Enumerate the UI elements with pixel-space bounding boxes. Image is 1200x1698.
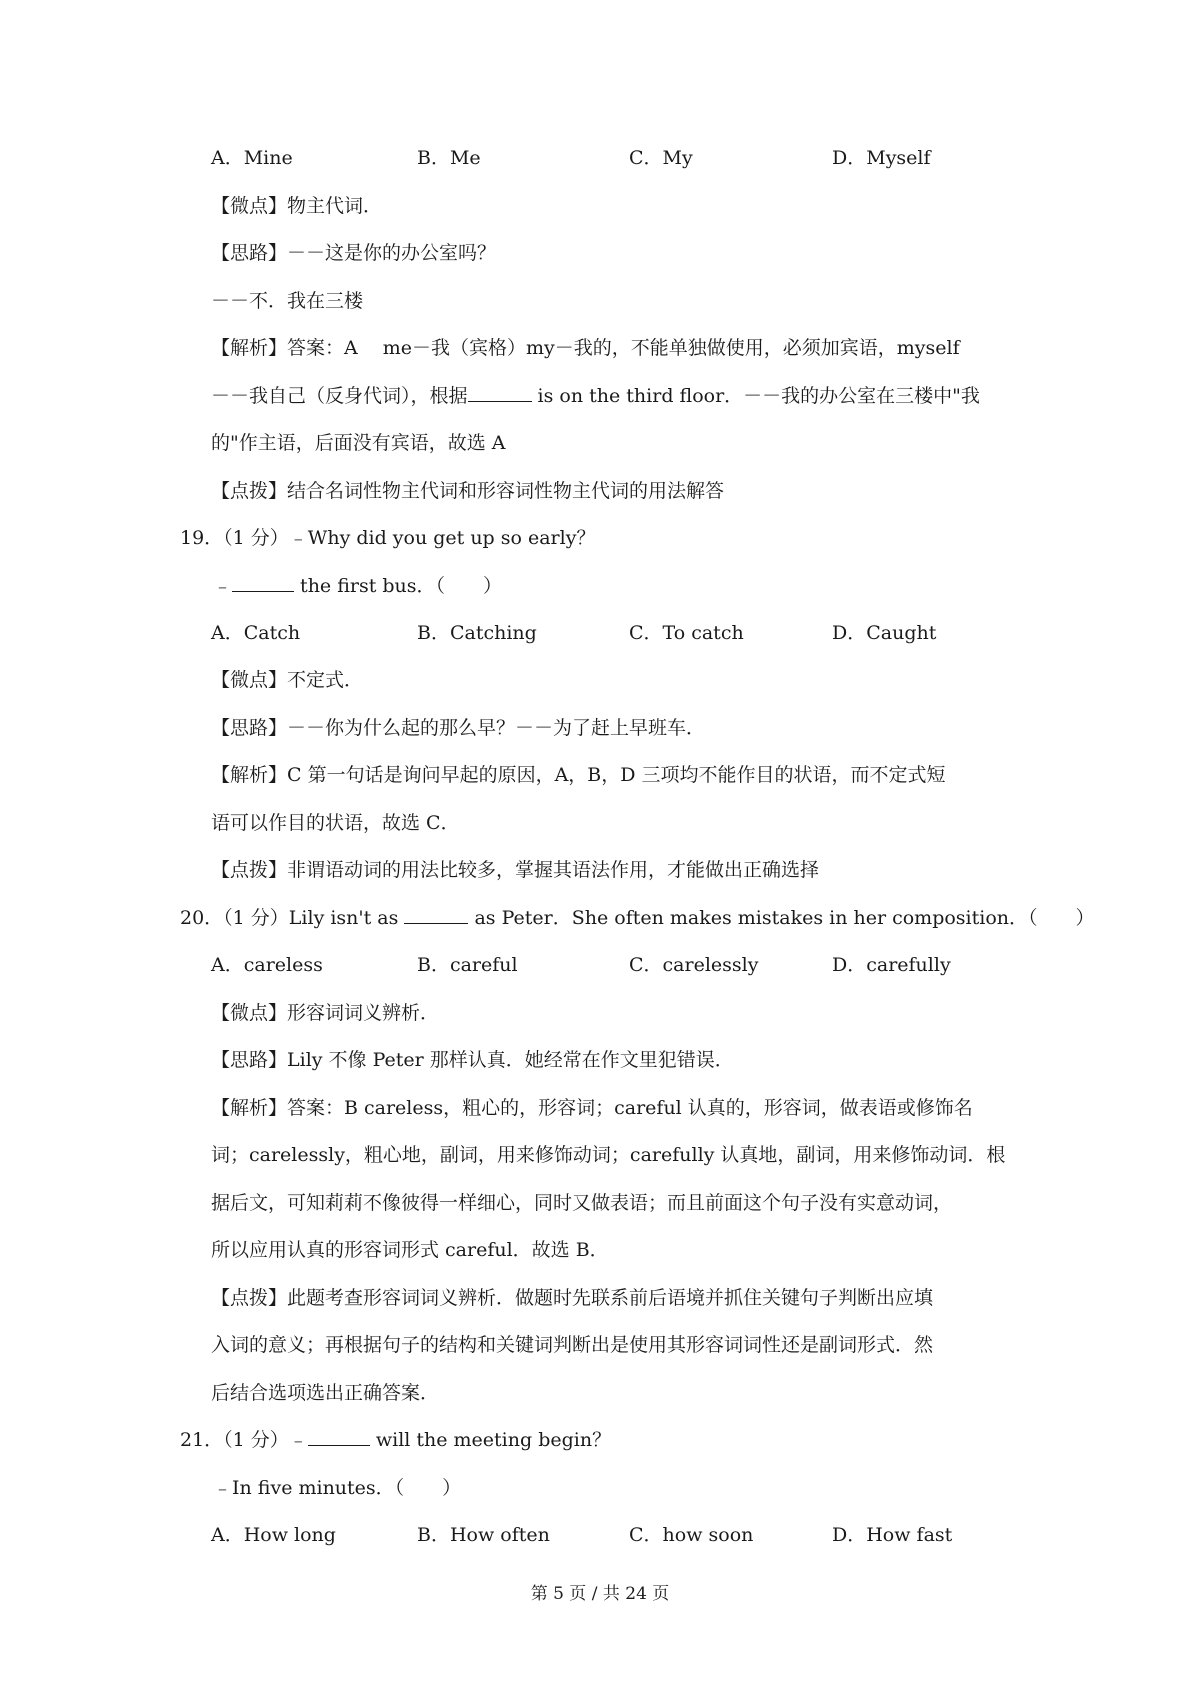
answer-blank <box>468 383 532 402</box>
q19-weidian: 【微点】不定式． <box>211 669 364 691</box>
q18-silu-2: －－不．我在三楼 <box>211 290 364 312</box>
q18-dianbo: 【点拨】结合名词性物主代词和形容词性物主代词的用法解答 <box>211 480 725 502</box>
q19-jiexi-1: 【解析】C 第一句话是询问早起的原因，A，B，D 三项均不能作目的状语，而不定式短 <box>211 764 946 786</box>
q21-option-d: D．How fast <box>832 1524 953 1546</box>
q20-dianbo-2: 入词的意义；再根据句子的结构和关键词判断出是使用其形容词词性还是副词形式．然 <box>211 1334 934 1356</box>
q20-stem-start: 20．（1 分）Lily isn't as <box>180 907 405 929</box>
q20-option-b: B．careful <box>417 954 518 976</box>
q20-weidian: 【微点】形容词词义辨析． <box>211 1002 440 1024</box>
q20-jiexi-4: 所以应用认真的形容词形式 careful．故选 B． <box>211 1239 609 1261</box>
q18-silu-1: 【思路】－－这是你的办公室吗？ <box>211 242 497 264</box>
q20-jiexi-3: 据后文，可知莉莉不像彼得一样细心，同时又做表语；而且前面这个句子没有实意动词， <box>211 1192 953 1214</box>
q19-jiexi-2: 语可以作目的状语，故选 C． <box>211 812 460 834</box>
q18-jiexi-1: 【解析】答案：A me－我（宾格）my－我的，不能单独做使用，必须加宾语，myself <box>211 337 960 359</box>
q19-stem-2 <box>213 573 502 599</box>
q19-option-c: C．To catch <box>629 622 744 644</box>
q19-option-b: B．Catching <box>417 622 537 644</box>
q19-silu: 【思路】－－你为什么起的那么早？－－为了赶上早班车． <box>211 717 706 739</box>
q21-stem-2: ﹣In five minutes．（ ） <box>213 1477 462 1499</box>
q20-option-c: C．carelessly <box>629 954 759 976</box>
q18-weidian: 【微点】物主代词． <box>211 195 383 217</box>
q20-jiexi-2: 词；carelessly，粗心地，副词，用来修饰动词；carefully 认真地，副词，用来修饰动词．根 <box>211 1144 1006 1166</box>
q18-jiexi-3: 的"作主语，后面没有宾语，故选 A <box>211 432 506 454</box>
q20-dianbo-3: 后结合选项选出正确答案． <box>211 1382 440 1404</box>
q18-option-c: C．My <box>629 147 693 169</box>
q21-option-c: C．how soon <box>629 1524 754 1546</box>
q18-jiexi-2 <box>211 383 980 409</box>
q20-option-d: D．carefully <box>832 954 951 976</box>
page-footer: 第 5 页 / 共 24 页 <box>530 1584 670 1604</box>
q20-stem-end: as Peter．She often makes mistakes in her composition．（ ） <box>468 907 1095 929</box>
answer-blank <box>232 573 294 592</box>
q21-option-a: A．How long <box>211 1524 336 1546</box>
q20-silu: 【思路】Lily 不像 Peter 那样认真．她经常在作文里犯错误． <box>211 1049 734 1071</box>
q19-option-a: A．Catch <box>211 622 301 644</box>
q21-stem-1-end: will the meeting begin？ <box>369 1429 612 1451</box>
q20-jiexi-1: 【解析】答案：B careless，粗心的，形容词；careful 认真的，形容词，做表语或修饰名 <box>211 1097 973 1119</box>
q21-option-b: B．How often <box>417 1524 550 1546</box>
q18-option-d: D．Myself <box>832 147 931 169</box>
q19-stem-2-start: ﹣ <box>213 575 233 597</box>
q20-option-a: A．careless <box>211 954 323 976</box>
q21-stem-1-start: 21．（1 分）﹣ <box>180 1429 308 1451</box>
q19-stem-2-end: the first bus．（ ） <box>294 575 503 597</box>
q20-dianbo-1: 【点拨】此题考查形容词词义辨析．做题时先联系前后语境并抓住关键句子判断出应填 <box>211 1287 934 1309</box>
q19-dianbo: 【点拨】非谓语动词的用法比较多，掌握其语法作用，才能做出正确选择 <box>211 859 820 881</box>
answer-blank <box>404 905 468 924</box>
q20-stem <box>180 905 1095 931</box>
q19-option-d: D．Caught <box>832 622 937 644</box>
q21-stem-1 <box>180 1427 611 1453</box>
q19-stem-1: 19．（1 分）﹣Why did you get up so early？ <box>180 527 596 549</box>
q18-jiexi-2-start: －－我自己（反身代词），根据 <box>211 385 468 407</box>
q18-option-a: A．Mine <box>211 147 293 169</box>
q18-jiexi-2-end: is on the third floor．－－我的办公室在三楼中"我 <box>531 385 980 407</box>
answer-blank <box>308 1427 370 1446</box>
q18-option-b: B．Me <box>417 147 481 169</box>
